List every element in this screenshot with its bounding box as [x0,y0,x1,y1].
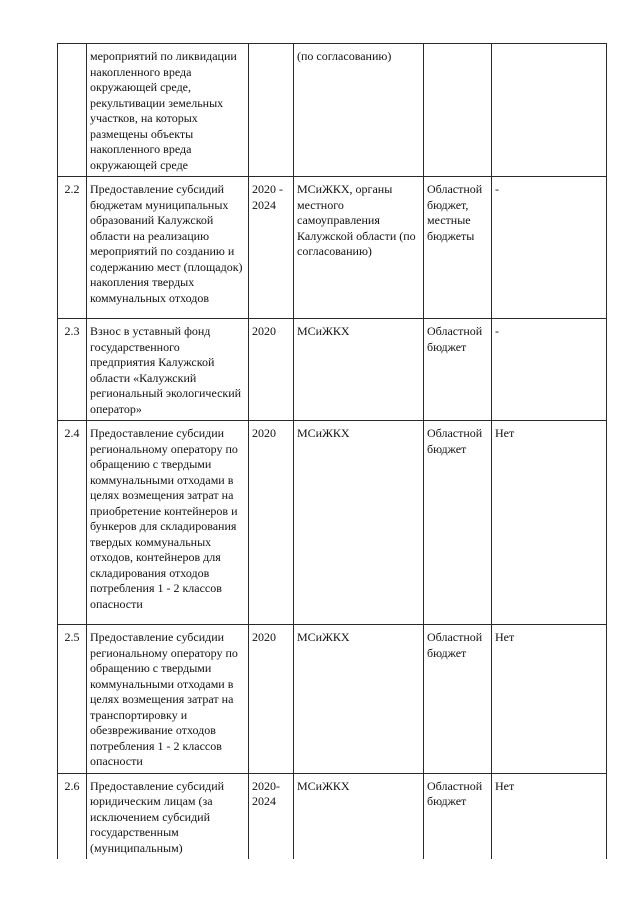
extra-column-cell [492,625,607,774]
responsible-executor: МСиЖКХ [297,778,350,793]
extra-column: Нет [495,426,515,440]
extra-column: - [495,182,499,196]
funding-source-cell [424,177,492,319]
funding-source-cell [424,319,492,421]
funding-source-cell [424,625,492,774]
table-row [58,625,607,774]
extra-column: Нет [495,630,515,644]
item-number: 2.5 [64,630,80,644]
funding-source-cell [424,421,492,625]
responsible-executor-cell [294,421,424,625]
measure-name-cell [87,625,249,774]
item-number-cell [58,773,87,859]
responsible-executor: МСиЖКХ [297,426,350,440]
table-row [58,421,607,625]
implementation-years: 2020 [252,324,276,338]
responsible-executor-cell [294,177,424,319]
implementation-years: 2020 [252,630,276,644]
responsible-executor: МСиЖКХ [297,324,350,338]
measure-name: Предоставление субсидии региональному оператору по обращению с твердыми коммунальными отходами в целях возмещения затрат на приобретение контейнеров и бункеров для складирования твердых коммунальных отходов, контейнеров для складирования отходов потребления 1 - 2 классов опасности [90,426,238,611]
responsible-executor-cell [294,625,424,774]
measure-name: Предоставление субсидий бюджетам муниципальных образований Калужской области на реализацию мероприятий по созданию и содержанию мест (площадок) накопления твердых коммунальных отходов [90,182,243,305]
implementation-years-cell [249,177,294,319]
measure-name-cell [87,773,249,859]
measure-name: мероприятий по ликвидации накопленного вреда окружающей среде, рекультивации земельных участков, на которых размещены объекты накопленного вреда окружающей среде [90,49,237,172]
responsible-executor: (по согласованию) [297,49,392,63]
item-number: 2.2 [64,182,80,196]
item-number-cell [58,177,87,319]
measure-name-cell [87,177,249,319]
implementation-years: 2020 [252,426,276,440]
table-row [58,44,607,177]
extra-column-cell [492,319,607,421]
funding-source-cell [424,44,492,177]
responsible-executor-cell [294,319,424,421]
responsible-executor: МСиЖКХ [297,630,350,644]
extra-column-cell [492,773,607,859]
funding-source: Областной бюджет [427,426,483,456]
implementation-years-cell [249,421,294,625]
implementation-years-cell [249,319,294,421]
table-row [58,773,607,859]
extra-column: Нет [495,778,515,793]
measure-name: Предоставление субсидии региональному оператору по обращению с твердыми коммунальными отходами в целях возмещения затрат на транспортировку и обезвреживание отходов потребления 1 - 2 классов опасности [90,630,238,768]
table-row [58,177,607,319]
funding-source: Областной бюджет [427,324,483,354]
item-number: 2.3 [64,324,80,338]
measure-name: Предоставление субсидий юридическим лицам (за исключением субсидий государственным (муниципальным) [90,778,225,855]
funding-source: Областной бюджет, местные бюджеты [427,182,483,243]
item-number-cell [58,44,87,177]
program-measures-table [57,43,607,859]
item-number-cell [58,319,87,421]
measure-name-cell [87,44,249,177]
measure-name-cell [87,319,249,421]
item-number-cell [58,625,87,774]
item-number-cell [58,421,87,625]
table-body [58,44,607,860]
implementation-years-cell [249,44,294,177]
implementation-years-cell [249,773,294,859]
table-row [58,319,607,421]
extra-column-cell [492,421,607,625]
responsible-executor-cell [294,773,424,859]
extra-column-cell [492,177,607,319]
funding-source: Областной бюджет [427,778,483,808]
item-number: 2.4 [64,426,80,440]
measure-name: Взнос в уставный фонд государственного предприятия Калужской области «Калужский региональный экологический оператор» [90,324,242,416]
implementation-years-cell [249,625,294,774]
responsible-executor-cell [294,44,424,177]
implementation-years: 2020-2024 [252,778,280,808]
item-number: 2.6 [64,778,80,793]
implementation-years: 2020 - 2024 [252,182,283,212]
responsible-executor: МСиЖКХ, органы местного самоуправления Калужской области (по согласованию) [297,182,416,258]
extra-column: - [495,324,499,338]
measure-name-cell [87,421,249,625]
funding-source-cell [424,773,492,859]
funding-source: Областной бюджет [427,630,483,660]
extra-column-cell [492,44,607,177]
